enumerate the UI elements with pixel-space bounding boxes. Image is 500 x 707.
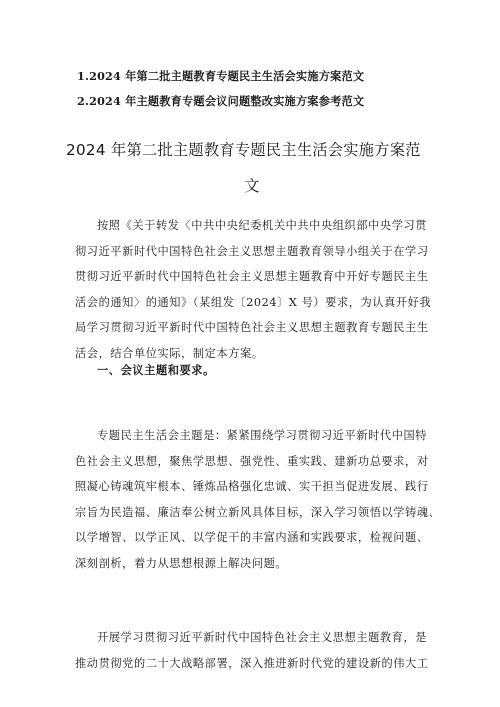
paragraph-line: 彻习近平新时代中国特色社会主义思想主题教育领导小组关于在学习 [75, 244, 429, 258]
paragraph-line: 深刻剖析，着力从思想根源上解决问题。 [75, 556, 288, 570]
toc-item[interactable]: 1.2024 年第二批主题教育专题民主生活会实施方案范文 [77, 69, 365, 83]
intro-paragraph [75, 213, 441, 366]
paragraph-line: 活会的通知〉的通知》（某组发〔2024〕X 号）要求，为认真开好我 [75, 295, 432, 309]
toc-item[interactable]: 2.2024 年主题教育专题会议问题整改实施方案参考范文 [77, 94, 365, 108]
paragraph-line: 按照《关于转发〈中共中央纪委机关中共中央组织部中央学习贯 [97, 219, 428, 232]
paragraph-line: 宗旨为民造福、廉洁奉公树立新风具体目标，深入学习领悟以学铸魂、 [75, 505, 441, 519]
paragraph-line: 局学习贯彻习近平新时代中国特色社会主义思想主题教育专题民主生 [75, 321, 429, 334]
document-title-line: 2024 年第二批主题教育专题民主生活会实施方案范 [66, 141, 421, 159]
table-of-contents [77, 64, 437, 114]
background-paragraph [75, 625, 441, 676]
document-title [66, 132, 438, 204]
paragraph-line: 照凝心铸魂筑牢根本、锤炼品格强化忠诚、实干担当促进发展、践行 [75, 480, 429, 493]
paragraph-line: 开展学习贯彻习近平新时代中国特色社会主义思想主题教育，是 [97, 631, 428, 644]
paragraph-line: 专题民主生活会主题是：紧紧围绕学习贯彻习近平新时代中国特 [97, 429, 428, 442]
theme-paragraph [75, 423, 441, 576]
section-heading: 一、会议主题和要求。 [97, 363, 215, 377]
paragraph-line: 推动贯彻党的二十大战略部署，深入推进新时代党的建设新的伟大工 [75, 656, 429, 670]
paragraph-line: 贯彻习近平新时代中国特色社会主义思想主题教育中开好专题民主生 [75, 270, 429, 283]
document-title-line: 文 [244, 177, 260, 195]
paragraph-line: 以学增智、以学正风、以学促干的丰富内涵和实践要求，检视问题、 [75, 531, 429, 544]
paragraph-line: 色社会主义思想，聚焦学思想、强党性、重实践、建新功总要求，对 [75, 454, 429, 468]
paragraph-line: 活会，结合单位实际，制定本方案。 [75, 346, 264, 360]
